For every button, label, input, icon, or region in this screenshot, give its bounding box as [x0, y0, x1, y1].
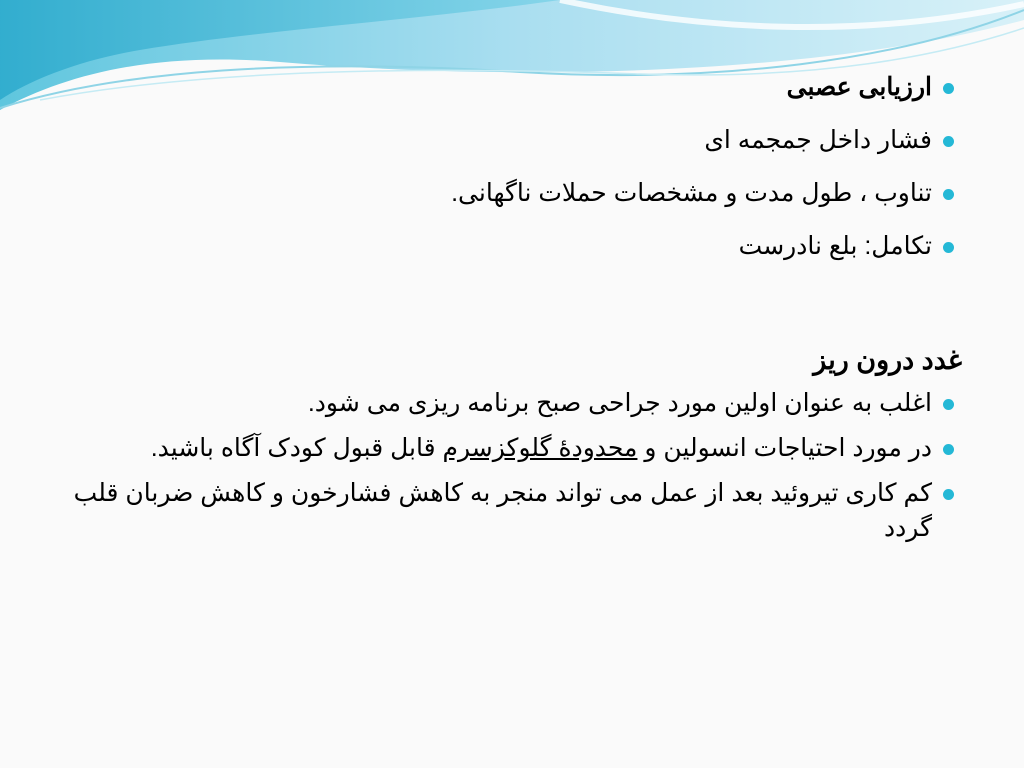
bullet-dot-icon: [943, 444, 954, 455]
bullet-item: [132, 176, 932, 211]
bullet-text-part: در مورد احتیاجات انسولین و: [637, 434, 932, 462]
bullet-text: اغلب به عنوان اولین مورد جراحی صبح برنامه ریزی می شود.: [307, 389, 932, 417]
bullet-dot-icon: [943, 399, 954, 410]
bullet-item: [52, 476, 932, 546]
bullet-dot-icon: [943, 489, 954, 500]
bullet-dot-icon: [943, 242, 954, 253]
section-neuro: [132, 70, 932, 282]
bullet-text-part: قابل قبول کودک آگاه باشید.: [150, 434, 443, 462]
bullet-dot-icon: [943, 136, 954, 147]
bullet-text: فشار داخل جمجمه ای: [704, 126, 932, 154]
bullet-item: [132, 123, 932, 158]
section-heading: غدد درون ریز: [813, 345, 962, 375]
bullet-text: ارزیابی عصبی: [786, 73, 932, 101]
section-endocrine: [52, 340, 962, 556]
bullet-item: [132, 229, 932, 264]
bullet-item: [52, 386, 932, 421]
bullet-text: تناوب ، طول مدت و مشخصات حملات ناگهانی.: [451, 179, 932, 207]
bullet-item: [52, 431, 932, 466]
bullet-dot-icon: [943, 189, 954, 200]
underlined-term: محدودۀ گلوکزسرم: [442, 434, 638, 462]
bullet-dot-icon: [943, 83, 954, 94]
bullet-item: [132, 70, 932, 105]
bullet-text: تکامل: بلع نادرست: [738, 232, 932, 260]
bullet-text: کم کاری تیروئید بعد از عمل می تواند منجر به کاهش فشارخون و کاهش ضربان قلب گردد: [73, 479, 932, 542]
